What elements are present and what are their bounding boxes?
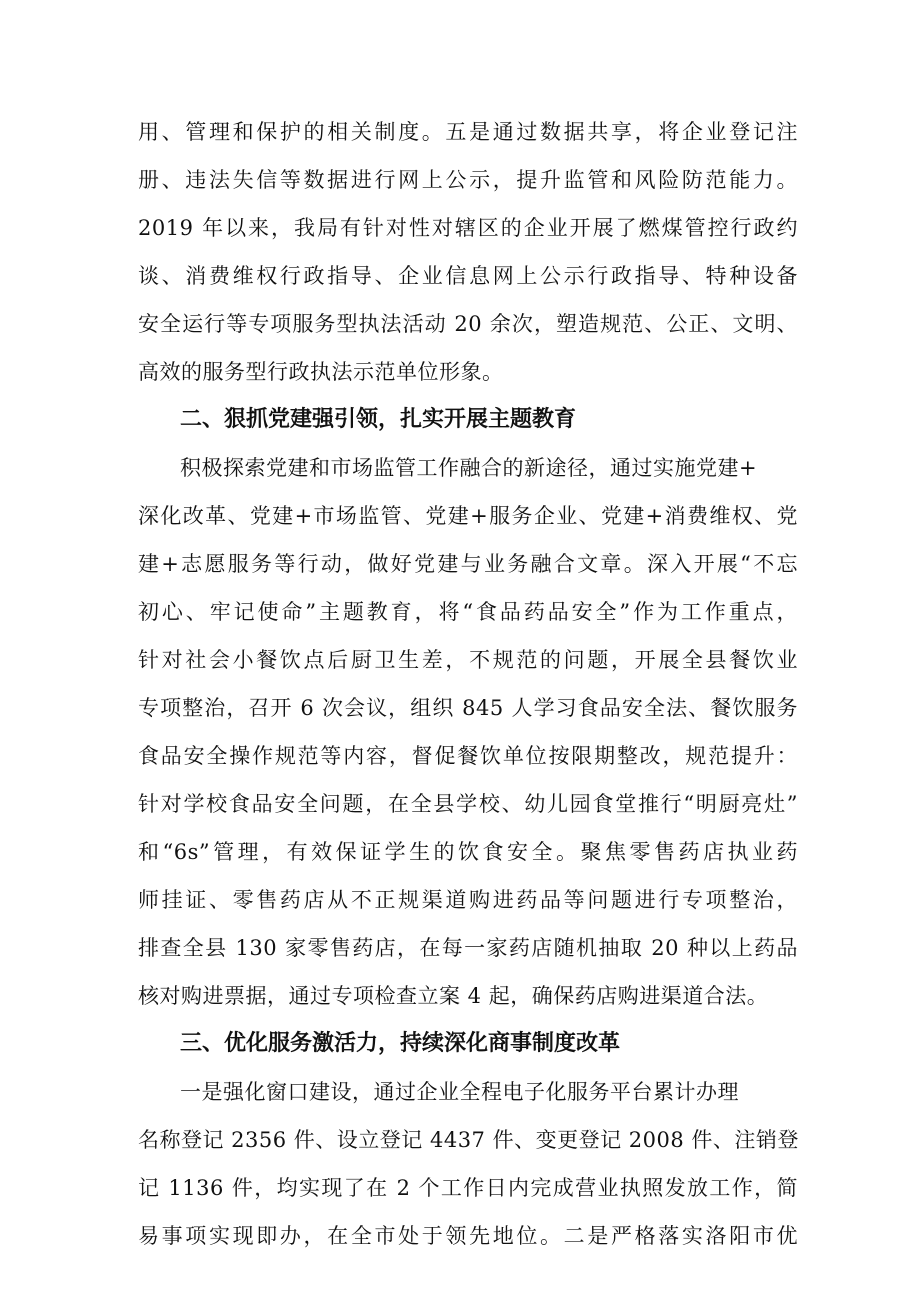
text-line: 初心、牢记使命”主题教育，将“食品药品安全”作为工作重点，: [138, 600, 798, 624]
document-page: [138, 108, 798, 1260]
text-line: 深化改革、党建+市场监管、党建+服务企业、党建+消费维权、党: [138, 504, 798, 528]
text-line: 排查全县 130 家零售药店，在每一家药店随机抽取 20 种以上药品: [138, 936, 798, 960]
text-line: 师挂证、零售药店从不正规渠道购进药品等问题进行专项整治，: [138, 888, 798, 912]
text-line: 食品安全操作规范等内容，督促餐饮单位按限期整改，规范提升：: [138, 744, 798, 768]
section-heading-3: 三、优化服务激活力，持续深化商事制度改革: [180, 1031, 621, 1056]
text-line: 针对社会小餐饮点后厨卫生差，不规范的问题，开展全县餐饮业: [138, 648, 798, 672]
text-line: 用、管理和保护的相关制度。五是通过数据共享，将企业登记注: [138, 120, 798, 144]
text-line: 2019 年以来，我局有针对性对辖区的企业开展了燃煤管控行政约: [138, 216, 798, 240]
paragraph-commercial-reform: [138, 1068, 798, 1260]
text-line: 和“6s”管理，有效保证学生的饮食安全。聚焦零售药店执业药: [138, 840, 798, 864]
text-line: 高效的服务型行政执法示范单位形象。: [138, 360, 504, 384]
text-line: 安全运行等专项服务型执法活动 20 余次，塑造规范、公正、文明、: [138, 312, 798, 336]
paragraph-party-building: [138, 444, 798, 1020]
text-line: 针对学校食品安全问题，在全县学校、幼儿园食堂推行“明厨亮灶”: [138, 792, 798, 816]
paragraph-continuation: [138, 108, 798, 396]
text-line: 积极探索党建和市场监管工作融合的新途径，通过实施党建+: [180, 456, 758, 480]
text-line: 名称登记 2356 件、设立登记 4437 件、变更登记 2008 件、注销登: [138, 1128, 799, 1152]
text-line: 核对购进票据，通过专项检查立案 4 起，确保药店购进渠道合法。: [138, 984, 769, 1008]
section-heading-2: 二、狠抓党建强引领，扎实开展主题教育: [180, 407, 577, 432]
text-line: 易事项实现即办，在全市处于领先地位。二是严格落实洛阳市优: [138, 1224, 798, 1248]
text-line: 谈、消费维权行政指导、企业信息网上公示行政指导、特种设备: [138, 264, 798, 288]
text-line: 记 1136 件，均实现了在 2 个工作日内完成营业执照发放工作，简: [138, 1176, 798, 1200]
text-line: 册、违法失信等数据进行网上公示，提升监管和风险防范能力。: [138, 168, 798, 192]
text-line: 专项整治，召开 6 次会议，组织 845 人学习食品安全法、餐饮服务: [138, 696, 798, 720]
text-line: 建+志愿服务等行动，做好党建与业务融合文章。深入开展“不忘: [138, 552, 798, 576]
text-line: 一是强化窗口建设，通过企业全程电子化服务平台累计办理: [180, 1080, 739, 1104]
